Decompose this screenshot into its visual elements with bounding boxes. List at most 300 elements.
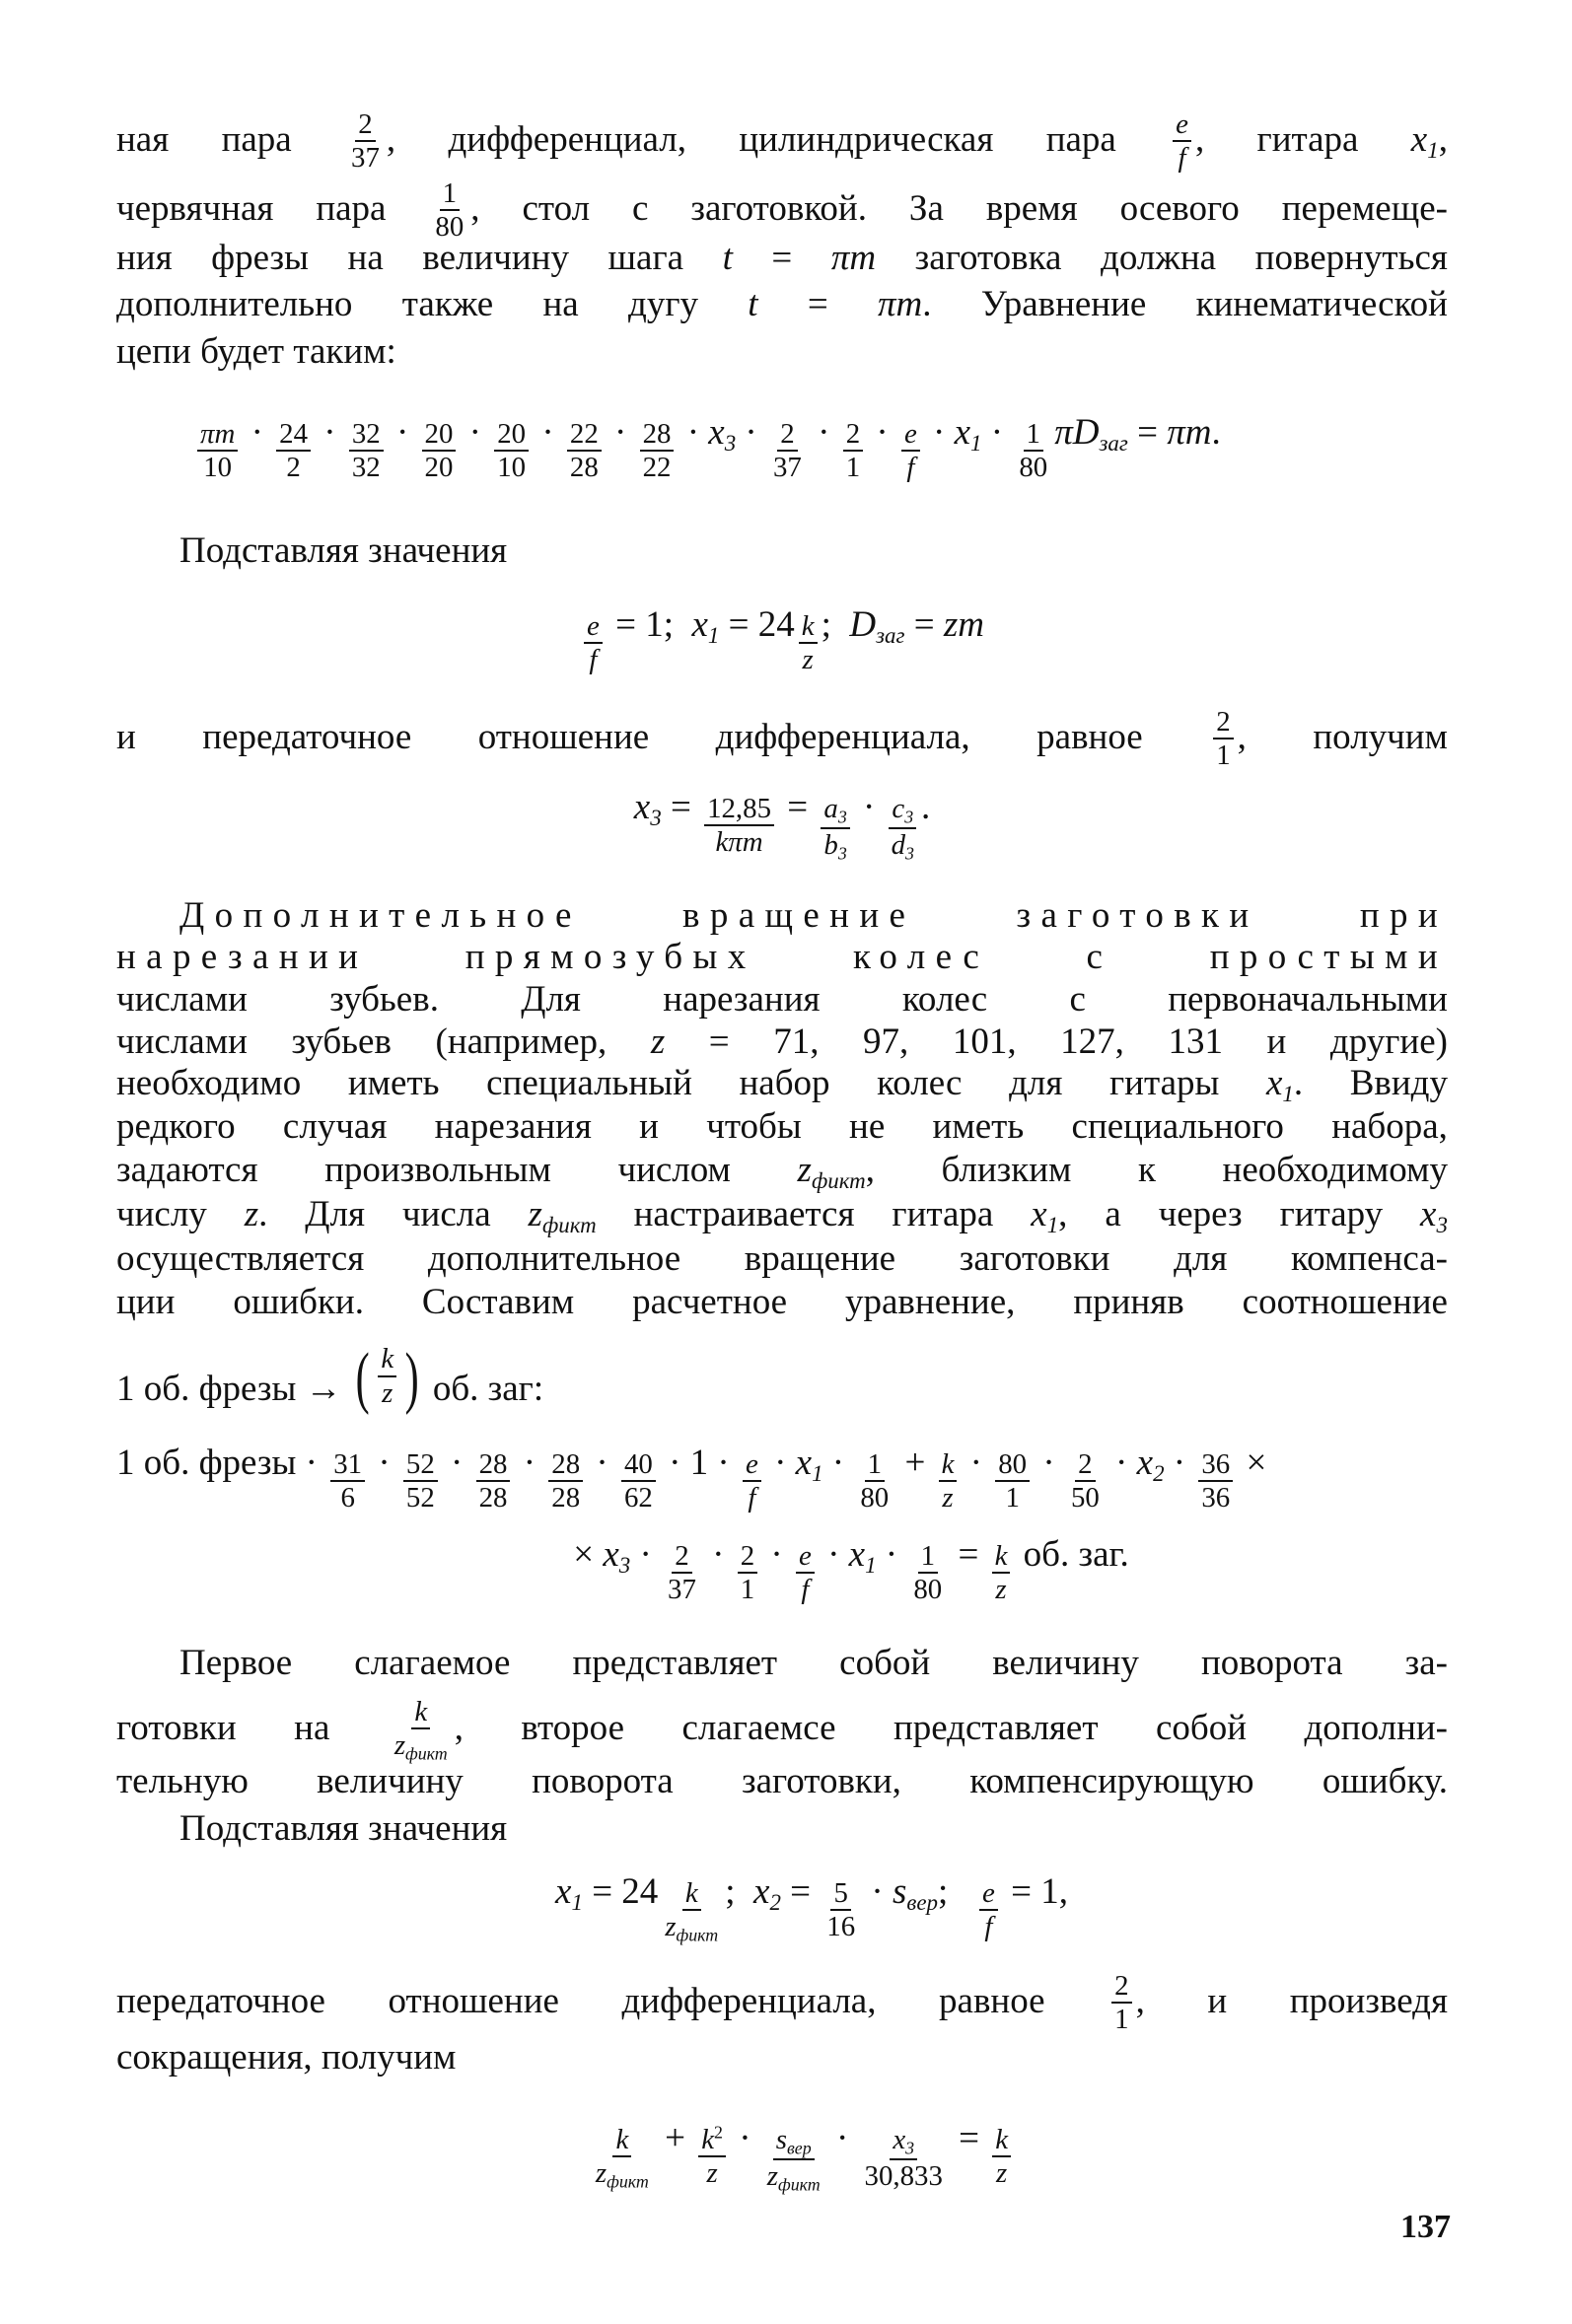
word bbox=[915, 240, 1062, 276]
numerator bbox=[349, 419, 384, 452]
math-variable bbox=[942, 1482, 953, 1514]
text-run: · bbox=[1034, 1443, 1064, 1483]
math-variable bbox=[715, 826, 762, 858]
text-run: × bbox=[1237, 1443, 1267, 1483]
word bbox=[1138, 1152, 1156, 1188]
text-line bbox=[116, 1763, 1448, 1799]
math-variable bbox=[799, 1540, 812, 1572]
text-run: · bbox=[764, 1443, 796, 1483]
text-run: заготовка bbox=[914, 238, 1062, 278]
text-run: 2 bbox=[780, 417, 795, 450]
text-run: произведя bbox=[1289, 1980, 1448, 2021]
denominator bbox=[939, 1482, 956, 1513]
fraction bbox=[992, 1541, 1011, 1605]
text-run: · bbox=[867, 412, 897, 453]
text-run: при bbox=[1359, 895, 1448, 936]
text-run: · bbox=[514, 1443, 545, 1483]
text-run: 52 bbox=[405, 1447, 435, 1480]
text-run: величину bbox=[317, 1761, 464, 1801]
word bbox=[908, 187, 944, 229]
word bbox=[941, 1152, 1071, 1188]
variable-subscript: фикт bbox=[541, 1212, 597, 1237]
variable-subscript: фикт bbox=[811, 1167, 866, 1193]
text-run: червячная bbox=[116, 187, 274, 229]
text-run: цепи будет таким: bbox=[116, 331, 396, 372]
text-run: собой bbox=[839, 1643, 931, 1683]
text-run: дифференциала, bbox=[715, 716, 970, 757]
variable-symbol: x bbox=[555, 1871, 572, 1912]
text-run: Составим bbox=[421, 1282, 575, 1322]
text-run: 1 bbox=[845, 451, 861, 483]
text-run: также bbox=[401, 284, 494, 324]
word bbox=[939, 1980, 1045, 2021]
text-run: 80 bbox=[860, 1481, 890, 1514]
variable-symbol: k bbox=[994, 1539, 1008, 1572]
word bbox=[621, 1980, 877, 2021]
denominator bbox=[798, 1574, 812, 1604]
text-run: 71, bbox=[773, 1021, 820, 1062]
word bbox=[116, 1240, 364, 1277]
math-variable bbox=[1420, 1194, 1448, 1237]
word bbox=[116, 1065, 301, 1101]
text-run: с bbox=[632, 187, 649, 229]
math-variable bbox=[245, 1194, 258, 1234]
text-run: приняв bbox=[1073, 1282, 1184, 1322]
numerator bbox=[494, 419, 529, 452]
text-run: 1 bbox=[1026, 417, 1040, 450]
fraction bbox=[992, 2125, 1011, 2189]
math-variable bbox=[748, 1482, 755, 1514]
text-run: величину bbox=[992, 1643, 1139, 1683]
text-run: гитару bbox=[1279, 1194, 1384, 1234]
math-variable bbox=[748, 284, 757, 324]
text-run: = bbox=[949, 1534, 988, 1575]
variable-symbol: x bbox=[1420, 1194, 1437, 1234]
math-variable bbox=[849, 1536, 877, 1578]
text-run: · bbox=[961, 1443, 992, 1483]
fraction bbox=[392, 1697, 451, 1763]
word bbox=[1108, 1969, 1145, 2036]
text-run: вращение bbox=[744, 1238, 896, 1279]
text-line bbox=[116, 286, 1448, 322]
text-run: вращение bbox=[682, 895, 916, 936]
denominator bbox=[800, 644, 817, 674]
fraction bbox=[494, 419, 529, 483]
math-variable bbox=[995, 1574, 1006, 1605]
denominator bbox=[770, 452, 805, 482]
fraction bbox=[476, 1449, 511, 1514]
text-run: простыми bbox=[1209, 937, 1448, 977]
text-run: ; bbox=[821, 604, 850, 645]
text-run: фрезы bbox=[211, 238, 309, 278]
word bbox=[1304, 1708, 1448, 1749]
text-line bbox=[116, 1108, 1448, 1145]
text-run: осевого bbox=[1119, 187, 1240, 229]
word bbox=[116, 1708, 237, 1749]
math-variable bbox=[944, 606, 984, 643]
text-run: величину bbox=[422, 238, 569, 278]
text-run: пара bbox=[1045, 118, 1116, 160]
numerator bbox=[1213, 707, 1233, 739]
text-run: 1 bbox=[867, 1447, 883, 1480]
variable-symbol: πm bbox=[830, 238, 877, 278]
variable-subscript: вер bbox=[787, 2137, 812, 2157]
word bbox=[1209, 705, 1247, 772]
text-run: и bbox=[639, 1106, 659, 1147]
word bbox=[324, 1152, 551, 1188]
word bbox=[632, 187, 649, 229]
math-variable bbox=[906, 452, 914, 483]
numerator bbox=[992, 1541, 1011, 1574]
text-run: 10 bbox=[497, 451, 527, 483]
word bbox=[628, 286, 698, 322]
math-variable bbox=[685, 1877, 698, 1909]
math-variable bbox=[1176, 108, 1188, 140]
math-variable bbox=[414, 1696, 427, 1727]
variable-symbol: x bbox=[633, 787, 651, 827]
variable-symbol: k bbox=[995, 2123, 1009, 2155]
text-line bbox=[116, 2120, 1448, 2195]
numerator bbox=[704, 794, 774, 826]
word bbox=[428, 176, 480, 244]
variable-subscript: 1 bbox=[970, 430, 982, 456]
word bbox=[116, 981, 248, 1018]
text-run: дополнительное bbox=[427, 1238, 681, 1279]
variable-symbol: πm bbox=[200, 417, 236, 450]
text-run: на bbox=[347, 238, 384, 278]
word bbox=[329, 981, 439, 1018]
text-run: осуществляется bbox=[116, 1238, 365, 1279]
text-run: = bbox=[807, 284, 828, 324]
word bbox=[428, 1240, 680, 1277]
variable-subscript: фикт bbox=[405, 1743, 448, 1764]
numerator bbox=[1111, 1971, 1131, 2004]
word bbox=[1291, 1240, 1448, 1277]
text-run: 1 bbox=[442, 176, 458, 209]
text-run: За bbox=[908, 187, 944, 229]
math-variable bbox=[955, 414, 982, 456]
fraction bbox=[770, 419, 805, 483]
variable-symbol: z bbox=[766, 2159, 779, 2192]
denominator bbox=[567, 452, 602, 482]
variable-symbol: e bbox=[982, 1876, 995, 1909]
text-run: 101, bbox=[952, 1021, 1017, 1062]
denominator bbox=[422, 452, 457, 482]
word bbox=[1101, 240, 1216, 276]
text-run: слагаемсе bbox=[681, 1708, 836, 1749]
text-line bbox=[116, 1152, 1448, 1193]
text-run: · bbox=[736, 412, 766, 453]
variable-subscript: 3 bbox=[650, 805, 662, 830]
fraction bbox=[939, 1449, 958, 1514]
math-variable bbox=[904, 418, 917, 450]
text-run: = bbox=[778, 787, 818, 827]
text-line bbox=[116, 240, 1448, 276]
numerator bbox=[612, 2125, 631, 2157]
variable-symbol: πm bbox=[1167, 412, 1212, 453]
text-run: 52 bbox=[405, 1481, 435, 1514]
text-run: и bbox=[1266, 1021, 1287, 1062]
text-run: · bbox=[387, 412, 418, 453]
word bbox=[902, 981, 987, 1018]
word bbox=[1168, 981, 1448, 1018]
text-run: с bbox=[1069, 979, 1086, 1020]
text-run: числами bbox=[116, 979, 248, 1020]
word bbox=[1031, 1196, 1067, 1237]
text-run: набора, bbox=[1331, 1106, 1448, 1147]
word bbox=[1017, 897, 1259, 934]
word bbox=[617, 1152, 731, 1188]
fraction bbox=[1213, 707, 1233, 771]
variable-symbol: f bbox=[1178, 141, 1186, 174]
variable-subscript: 3 bbox=[837, 806, 847, 826]
denominator bbox=[1198, 1482, 1233, 1513]
variable-symbol: z bbox=[996, 2156, 1008, 2189]
word bbox=[739, 1065, 829, 1101]
word bbox=[893, 1708, 1099, 1749]
text-run: 28 bbox=[642, 417, 672, 450]
word bbox=[1169, 107, 1205, 175]
word bbox=[116, 1196, 207, 1232]
variable-symbol: z bbox=[650, 1021, 666, 1062]
word bbox=[1159, 1196, 1243, 1232]
numerator bbox=[821, 794, 849, 829]
numerator bbox=[548, 1449, 583, 1482]
variable-subscript: 3 bbox=[905, 2137, 915, 2157]
word bbox=[1360, 897, 1448, 934]
math-variable bbox=[393, 1728, 448, 1764]
denominator bbox=[823, 1911, 858, 1941]
text-line bbox=[116, 107, 1448, 175]
denominator bbox=[889, 829, 917, 863]
denominator bbox=[993, 2157, 1010, 2188]
text-run: компенса- bbox=[1290, 1238, 1448, 1279]
numerator bbox=[743, 1449, 761, 1482]
text-run: нарезании bbox=[116, 937, 369, 977]
word bbox=[465, 939, 756, 975]
fraction bbox=[995, 1449, 1030, 1514]
math-variable bbox=[831, 238, 876, 278]
fraction bbox=[584, 611, 603, 675]
denominator bbox=[200, 452, 235, 482]
word bbox=[742, 1763, 901, 1799]
word bbox=[853, 939, 989, 975]
text-run: представляет bbox=[893, 1708, 1099, 1749]
text-run: 40 bbox=[623, 1447, 653, 1480]
variable-symbol: b bbox=[823, 828, 838, 861]
denominator bbox=[992, 1574, 1009, 1604]
fraction bbox=[330, 1449, 365, 1514]
text-run: с bbox=[1086, 937, 1113, 977]
text-run: , bbox=[454, 1708, 464, 1749]
math-variable bbox=[776, 2124, 812, 2155]
word bbox=[116, 1108, 236, 1145]
text-line bbox=[116, 981, 1448, 1018]
text-run: 32 bbox=[351, 451, 381, 483]
text-run: 80 bbox=[435, 210, 464, 243]
denominator bbox=[1002, 1482, 1022, 1513]
text-run: 1 bbox=[1005, 1481, 1020, 1514]
word bbox=[845, 1284, 1015, 1320]
variable-superscript: 2 bbox=[714, 2121, 723, 2142]
word bbox=[739, 118, 994, 160]
fraction bbox=[704, 794, 774, 858]
text-run: расчетное bbox=[632, 1282, 788, 1322]
numerator bbox=[939, 1449, 958, 1482]
fraction bbox=[349, 419, 384, 483]
math-variable bbox=[1031, 1194, 1059, 1237]
text-run: необходимо bbox=[116, 1063, 302, 1103]
word bbox=[435, 1108, 592, 1145]
denominator bbox=[392, 1729, 451, 1763]
word bbox=[1322, 1763, 1448, 1799]
denominator bbox=[764, 2160, 823, 2194]
word bbox=[354, 1645, 510, 1681]
word bbox=[863, 1023, 908, 1060]
word bbox=[116, 240, 173, 276]
denominator bbox=[586, 644, 600, 674]
text-run: поворота bbox=[1200, 1643, 1343, 1683]
denominator bbox=[665, 1574, 699, 1604]
fraction bbox=[698, 2123, 726, 2188]
variable-symbol: f bbox=[748, 1481, 756, 1514]
numerator bbox=[918, 1541, 938, 1574]
text-run: 2 bbox=[1078, 1447, 1093, 1480]
word bbox=[202, 716, 412, 757]
variable-symbol: f bbox=[906, 451, 915, 483]
text-run: собой bbox=[1155, 1708, 1248, 1749]
variable-subscript: 1 bbox=[571, 1889, 583, 1915]
text-run: = 1; bbox=[606, 604, 692, 645]
variable-symbol: z bbox=[244, 1194, 259, 1234]
text-run: компенсирующую bbox=[969, 1761, 1254, 1801]
word bbox=[1420, 1196, 1448, 1237]
word bbox=[1207, 1980, 1228, 2021]
denominator bbox=[349, 452, 384, 482]
word bbox=[529, 1196, 597, 1237]
word bbox=[402, 286, 494, 322]
text-run: зубьев bbox=[329, 979, 430, 1020]
word bbox=[639, 1108, 659, 1145]
text-run: 37 bbox=[351, 141, 380, 174]
denominator bbox=[862, 2160, 946, 2191]
text-run: 32 bbox=[351, 417, 381, 450]
word bbox=[116, 939, 368, 975]
word bbox=[1256, 118, 1359, 160]
math-variable bbox=[528, 1194, 597, 1237]
variable-symbol: z bbox=[797, 1150, 812, 1190]
variable-symbol: z bbox=[802, 643, 814, 675]
text-run: 2 bbox=[1114, 1969, 1129, 2002]
text-run: 37 bbox=[773, 451, 802, 483]
text-run: гитары bbox=[1108, 1063, 1220, 1103]
text-run: отношение bbox=[388, 1980, 559, 2021]
text-run: · bbox=[729, 2118, 760, 2158]
text-run: · bbox=[1164, 1443, 1195, 1483]
numerator bbox=[1198, 1449, 1233, 1482]
word bbox=[402, 1196, 491, 1232]
text-run: · bbox=[876, 1534, 907, 1575]
math-variable bbox=[691, 606, 719, 648]
word bbox=[798, 1152, 875, 1193]
fraction bbox=[979, 1878, 998, 1942]
variable-symbol: s bbox=[892, 1871, 907, 1912]
text-run: · bbox=[441, 1443, 472, 1483]
text-run: 28 bbox=[551, 1481, 581, 1514]
denominator bbox=[494, 452, 529, 482]
text-run: · bbox=[818, 1534, 849, 1575]
text-run: 30,833 bbox=[864, 2159, 943, 2192]
text-run: 1 bbox=[920, 1539, 936, 1572]
math-variable bbox=[878, 284, 922, 324]
word bbox=[522, 187, 591, 229]
word bbox=[1196, 286, 1448, 322]
text-run: 62 bbox=[623, 1481, 653, 1514]
fraction bbox=[1198, 1449, 1233, 1514]
variable-symbol: x bbox=[1031, 1194, 1047, 1234]
text-run: получим bbox=[1313, 716, 1448, 757]
variable-symbol: t bbox=[748, 284, 758, 324]
text-run: Первое bbox=[179, 1643, 293, 1683]
word bbox=[1201, 1645, 1343, 1681]
word bbox=[348, 240, 384, 276]
word bbox=[1410, 118, 1448, 163]
math-variable bbox=[796, 1444, 823, 1486]
text-run: , bbox=[1438, 118, 1448, 160]
denominator bbox=[1176, 142, 1189, 173]
word bbox=[1281, 187, 1448, 229]
text-run: 12,85 bbox=[707, 792, 771, 824]
text-run: , bbox=[1237, 716, 1247, 757]
text-run: · bbox=[315, 412, 345, 453]
fraction bbox=[1068, 1449, 1103, 1514]
math-variable bbox=[706, 2157, 717, 2189]
numerator bbox=[411, 1697, 430, 1729]
word bbox=[960, 1240, 1110, 1277]
denominator bbox=[476, 1482, 511, 1513]
math-variable bbox=[893, 2124, 914, 2155]
word bbox=[221, 118, 292, 160]
text-run: а bbox=[1105, 1194, 1121, 1234]
numerator bbox=[796, 1541, 815, 1574]
text-run: 2 bbox=[1216, 705, 1231, 738]
math-variable bbox=[891, 828, 914, 864]
numerator bbox=[197, 419, 238, 452]
text-run: 36 bbox=[1201, 1447, 1231, 1480]
text-run: заготовки bbox=[1016, 895, 1259, 936]
text-run: для bbox=[1174, 1238, 1228, 1279]
word bbox=[116, 286, 352, 322]
numerator bbox=[640, 419, 675, 452]
variable-symbol: k bbox=[684, 1876, 698, 1909]
word bbox=[878, 286, 932, 322]
fraction bbox=[764, 2125, 823, 2194]
word bbox=[283, 1108, 387, 1145]
text-run: 10 bbox=[203, 451, 233, 483]
word bbox=[608, 240, 684, 276]
word bbox=[839, 1645, 930, 1681]
variable-symbol: k bbox=[615, 2123, 629, 2155]
text-run: стол bbox=[522, 187, 591, 229]
variable-symbol: f bbox=[984, 1910, 993, 1942]
word bbox=[1289, 1980, 1448, 2021]
denominator bbox=[662, 1911, 721, 1944]
variable-symbol: e bbox=[903, 417, 917, 450]
numerator bbox=[330, 1449, 365, 1482]
denominator bbox=[337, 1482, 357, 1513]
math-variable bbox=[200, 418, 235, 450]
text-run: · bbox=[369, 1443, 399, 1483]
